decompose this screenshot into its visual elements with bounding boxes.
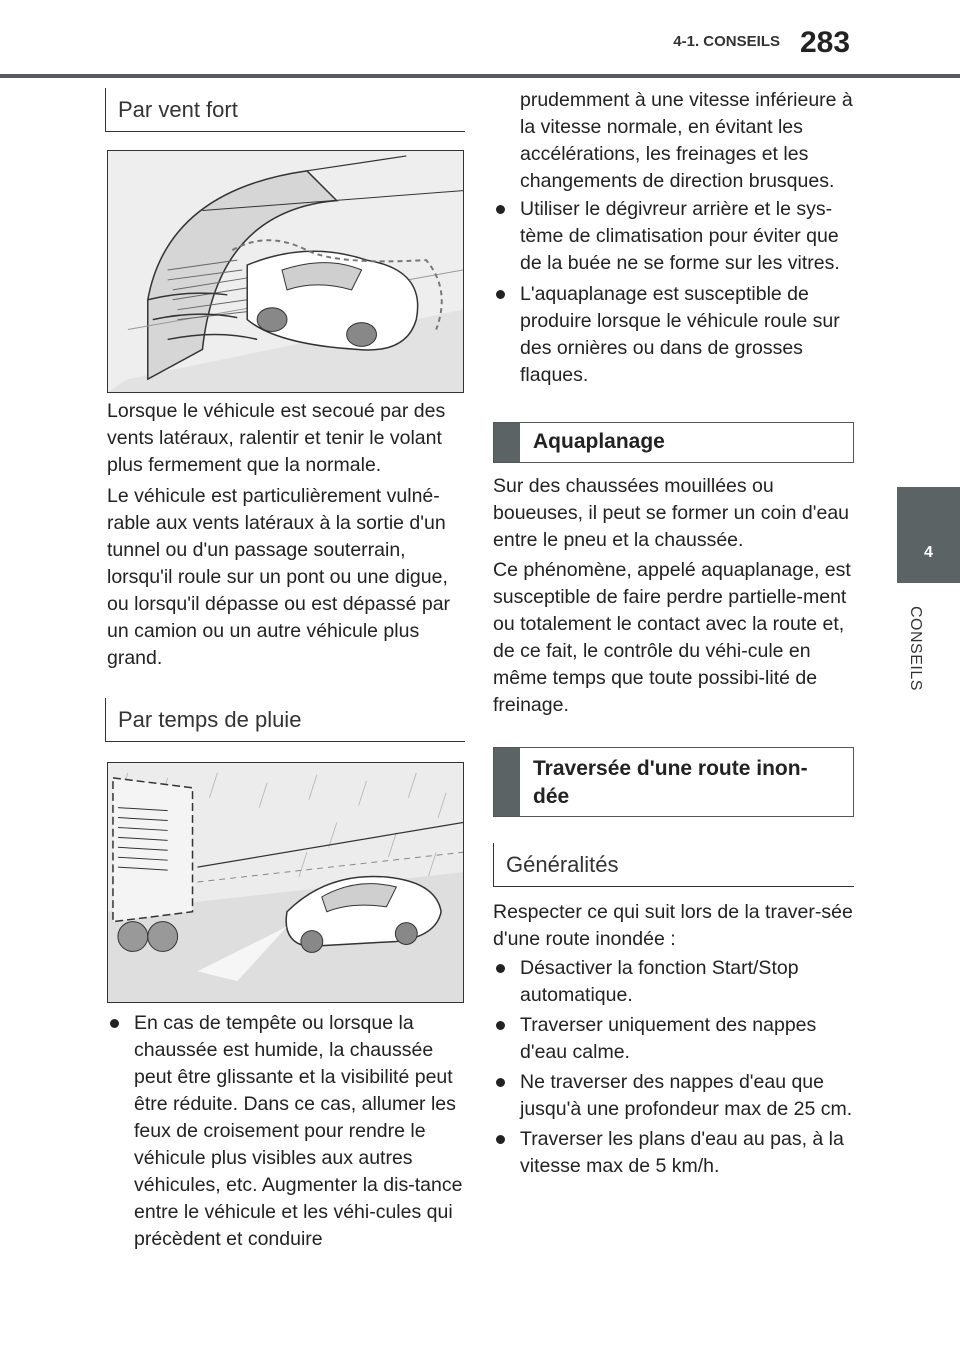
- header-rule: [0, 74, 960, 78]
- subheading-rain-text: Par temps de pluie: [118, 707, 302, 732]
- list-item-text: L'aquaplanage est susceptible de produire lorsque le véhicule roule sur des ornières ou dans de grosses flaques.: [520, 283, 840, 386]
- list-item-text: Traverser uniquement des nappes d'eau calme.: [520, 1014, 817, 1063]
- subheading-wind-text: Par vent fort: [118, 97, 238, 122]
- chapter-tab: [897, 487, 960, 583]
- bullet-icon: [496, 290, 505, 299]
- list-item: [493, 281, 858, 389]
- continuation-paragraph: prudemment à une vitesse inférieure à la vitesse normale, en évitant les accélérations, les freinages et les changements de direction brusques.: [520, 89, 853, 192]
- list-item: [493, 955, 858, 1009]
- page-number: 283: [800, 26, 851, 59]
- heading-aquaplaning-text: Aquaplanage: [533, 430, 665, 453]
- wind-car-illustration: [107, 150, 464, 393]
- subheading-general: [493, 843, 854, 887]
- aquaplaning-paragraph-1: Sur des chaussées mouillées ou boueuses, il peut se former un coin d'eau entre le pneu et la chaussée.: [493, 475, 850, 551]
- wind-paragraph-2: Le véhicule est particulièrement vulné-rable aux vents latéraux à la sortie d'un tunnel ou d'un passage souterrain, lorsqu'il roule sur un pont ou une digue, ou lorsqu'il dépasse ou est dépassé par un camion ou un autre véhicule plus grand.: [107, 485, 451, 669]
- aquaplaning-paragraph-2: Ce phénomène, appelé aquaplanage, est susceptible de faire perdre partielle-ment ou totalement le contact avec la route et, de ce fait, le contrôle du véhi-cule en même temps que toute possibi-lité de freinage.: [493, 559, 851, 716]
- chapter-number: 4: [924, 544, 933, 561]
- heading-flooded-road: [493, 747, 854, 817]
- subheading-wind: [105, 88, 465, 132]
- wind-paragraph-1: Lorsque le véhicule est secoué par des vents latéraux, ralentir et tenir le volant plus fermement que la normale.: [107, 400, 446, 476]
- section-title: 4-1. CONSEILS: [673, 33, 780, 50]
- subheading-general-text: Généralités: [506, 852, 619, 877]
- general-paragraph: Respecter ce qui suit lors de la traver-sée d'une route inondée :: [493, 901, 853, 950]
- list-item-text: En cas de tempête ou lorsque la chaussée est humide, la chaussée peut être glissante et la visibilité peut être réduite. Dans ce cas, allumer les feux de croisement pour rendre le véhicule plus visibles aux autres véhicules, etc. Augmenter la dis-tance entre le véhicule et les véhi-cules qui précèdent et conduire: [134, 1012, 463, 1250]
- list-item: [107, 1010, 467, 1253]
- bullet-icon: [496, 1021, 505, 1030]
- list-item-text: Traverser les plans d'eau au pas, à la vitesse max de 5 km/h.: [520, 1128, 844, 1177]
- list-item: [493, 1126, 858, 1180]
- heading-flooded-road-text: Traversée d'une route inon-dée: [533, 757, 808, 808]
- bullet-icon: [496, 1135, 505, 1144]
- bullet-icon: [496, 1078, 505, 1087]
- list-item-text: Utiliser le dégivreur arrière et le sys-tème de climatisation pour éviter que de la buée ne se forme sur les vitres.: [520, 198, 840, 274]
- rain-bullet-list: [107, 1010, 467, 1253]
- heading-bar: [494, 748, 520, 816]
- flood-bullet-list: [493, 955, 858, 1180]
- subheading-rain: [105, 698, 465, 742]
- heading-bar: [494, 423, 520, 462]
- bullet-icon: [110, 1019, 119, 1028]
- list-item: [493, 1012, 858, 1066]
- tips-bullet-list-2: [493, 281, 858, 389]
- rain-car-illustration: [107, 762, 464, 1003]
- chapter-label: CONSEILS: [907, 606, 924, 691]
- tips-bullet-list: [493, 196, 858, 277]
- bullet-icon: [496, 964, 505, 973]
- list-item-text: Ne traverser des nappes d'eau que jusqu'à une profondeur max de 25 cm.: [520, 1071, 853, 1120]
- list-item: [493, 1069, 858, 1123]
- list-item: [493, 196, 858, 277]
- heading-aquaplaning: [493, 422, 854, 463]
- list-item-text: Désactiver la fonction Start/Stop automatique.: [520, 957, 799, 1006]
- bullet-icon: [496, 205, 505, 214]
